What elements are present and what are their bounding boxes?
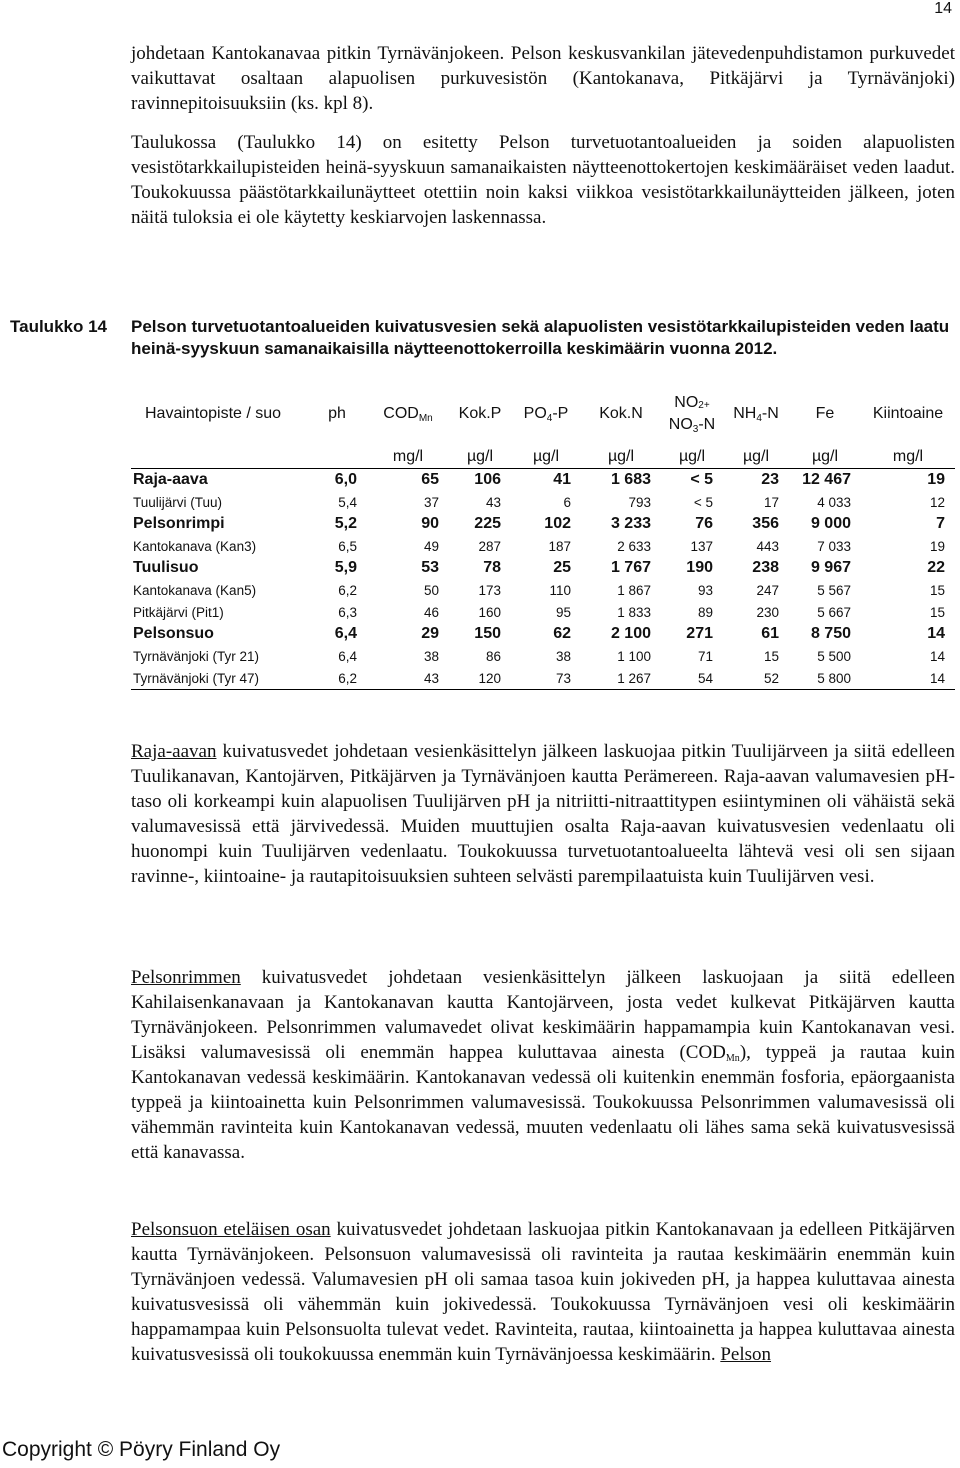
value-cell: 5 667 xyxy=(817,604,851,620)
value-cell: 43 xyxy=(367,667,449,690)
value-cell: 78 xyxy=(483,559,501,576)
value-cell: 230 xyxy=(756,604,779,620)
value-cell: 225 xyxy=(474,515,501,532)
value-cell: 90 xyxy=(421,515,439,532)
value-cell: 54 xyxy=(661,667,723,690)
value-cell: 73 xyxy=(511,667,581,690)
value-cell: 5,9 xyxy=(334,559,357,576)
value-cell: 12 xyxy=(929,494,945,510)
value-cell: 65 xyxy=(421,471,439,488)
value-cell: 102 xyxy=(544,515,571,532)
value-cell: 4 033 xyxy=(817,494,851,510)
value-cell: 95 xyxy=(555,604,571,620)
value-cell: 1 100 xyxy=(617,648,651,664)
table-row xyxy=(131,623,955,645)
value-cell: 160 xyxy=(478,604,501,620)
value-cell: 41 xyxy=(553,471,571,488)
page-number: 14 xyxy=(934,0,952,17)
table-caption-text: Pelson turvetuotantoalueiden kuivatusvesien sekä alapuolisten vesistötarkkailupisteiden veden laatu heinä-syyskuun samanaikaisilla näytteenottokerroilla keskimäärin vuonna 2012. xyxy=(131,317,950,358)
unit-cell: µg/l xyxy=(723,436,789,469)
table-row xyxy=(131,513,955,535)
value-cell: 6,0 xyxy=(334,471,357,488)
value-cell: 247 xyxy=(756,582,779,598)
value-cell: 287 xyxy=(478,538,501,554)
term-pelsonrimpi: Pelsonrimmen xyxy=(131,967,241,988)
unit-cell: µg/l xyxy=(789,436,861,469)
paragraph-intro: johdetaan Kantokanavaa pitkin Tyrnävänjokeen. Pelson keskusvankilan jätevedenpuhdistamon purkuvedet vaikuttavat osaltaan alapuolisen purkuvesistön (Kantokanava, Pitkäjärvi ja Tyrnävänjoki) ravinnepitoisuuksiin (ks. kpl 8). xyxy=(131,43,955,114)
table-caption-label: Taulukko 14 xyxy=(10,317,107,336)
value-cell: 93 xyxy=(697,582,713,598)
value-cell: 50 xyxy=(423,582,439,598)
value-cell: 6,2 xyxy=(338,582,357,598)
value-cell: 14 xyxy=(929,648,945,664)
value-cell: 173 xyxy=(478,582,501,598)
value-cell: 1 867 xyxy=(617,582,651,598)
value-cell: 61 xyxy=(761,625,779,642)
value-cell: 89 xyxy=(697,604,713,620)
paragraph-raja-aava: Raja-aavan kuivatusvedet johdetaan vesienkäsittelyn jälkeen laskuojaa pitkin Tuulijärveen ja siitä edelleen Tuulikanavan, Kantojärven, Pitkäjärven ja Tyrnävänjoen kautta Perämereen. Raja-aavan valumavesien pH-taso oli korkeampi kuin alapuolisen Tuulijärven pH ja nitriitti-nitraattitypen esiintyminen oli vähäistä sekä valumavesissä että järvivedessä. Muiden muuttujien osalta Raja-aavan kuivatusvesien vedenlaatu oli huonompi kuin Tuulijärven vedenlaatu. Toukokuussa turvetuotantoalueelta lähtevä vesi oli sen sijaan ravinne-, kiintoaine- ja rautapitoisuuksien suhteen selvästi parempilaatuista kuin Tuulijärven vesi. xyxy=(131,741,955,887)
value-cell: 5,4 xyxy=(338,494,357,510)
header-nh4: $NH_4-N$ xyxy=(733,405,779,424)
value-cell: 3 233 xyxy=(610,515,651,532)
value-cell: 6,4 xyxy=(338,648,357,664)
value-cell: 22 xyxy=(927,559,945,576)
value-cell: 6 xyxy=(563,494,571,510)
table-header-row xyxy=(131,392,955,436)
value-cell: 15 xyxy=(929,582,945,598)
value-cell: 1 833 xyxy=(617,604,651,620)
value-cell: 7 033 xyxy=(817,538,851,554)
station-name-cell: Tyrnävänjoki (Tyr 47) xyxy=(131,667,307,690)
unit-cell: µg/l xyxy=(511,436,581,469)
value-cell: 7 xyxy=(936,515,945,532)
header-cod: $COD_{Mn}$ xyxy=(383,405,433,424)
value-cell: 9 000 xyxy=(810,515,851,532)
value-cell: 1 683 xyxy=(610,471,651,488)
value-cell: 43 xyxy=(485,494,501,510)
value-cell: 71 xyxy=(697,648,713,664)
value-cell: 120 xyxy=(449,667,511,690)
station-name-cell: Tuulisuo xyxy=(133,559,199,576)
unit-cell xyxy=(131,436,307,469)
table-row xyxy=(131,579,955,601)
value-cell: 2 100 xyxy=(610,625,651,642)
value-cell: 1 267 xyxy=(581,667,661,690)
header-station: Havaintopiste / suo xyxy=(145,405,282,422)
unit-cell xyxy=(307,436,367,469)
unit-cell: µg/l xyxy=(449,436,511,469)
header-po4: $PO_4-P$ xyxy=(523,405,569,424)
paragraph-table-intro: Taulukossa (Taulukko 14) on esitetty Pelson turvetuotantoalueiden ja soiden alapuolisten vesistötarkkailupisteiden heinä-syyskuun samanaikaisten näytteenottokertojen keskimääräiset veden laadut. Toukokuussa päästötarkkailunäytteet otettiin noin kaksi viikkoa vesistötarkkailunäytteiden jälkeen, joten näitä tuloksia ei ole käytetty keskiarvojen laskennassa. xyxy=(131,132,955,228)
unit-cell: µg/l xyxy=(661,436,723,469)
value-cell: 76 xyxy=(695,515,713,532)
station-name-cell: Raja-aava xyxy=(133,471,208,488)
value-cell: 271 xyxy=(686,625,713,642)
value-cell: 23 xyxy=(761,471,779,488)
value-cell: 137 xyxy=(690,538,713,554)
value-cell: 14 xyxy=(861,667,955,690)
value-cell: 6,2 xyxy=(307,667,367,690)
unit-cell: mg/l xyxy=(861,436,955,469)
value-cell: 38 xyxy=(555,648,571,664)
value-cell: 2 633 xyxy=(617,538,651,554)
header-kok-p: Kok.P xyxy=(458,405,502,422)
value-cell: 12 467 xyxy=(802,471,851,488)
value-cell: 53 xyxy=(421,559,439,576)
header-solids: Kiintoaine xyxy=(872,405,944,422)
table-units-row xyxy=(131,436,955,469)
value-cell: 37 xyxy=(423,494,439,510)
station-name-cell: Kantokanava (Kan5) xyxy=(133,582,257,598)
header-no2-no3: $NO_{2+}$ $NO_3-N$ xyxy=(668,394,716,435)
value-cell: 19 xyxy=(929,538,945,554)
value-cell: 238 xyxy=(752,559,779,576)
copyright-footer: Copyright © Pöyry Finland Oy xyxy=(2,1438,281,1461)
value-cell: 5,2 xyxy=(334,515,357,532)
header-fe: Fe xyxy=(815,405,835,422)
unit-cell: mg/l xyxy=(367,436,449,469)
value-cell: 17 xyxy=(763,494,779,510)
value-cell: 5 567 xyxy=(817,582,851,598)
value-cell: 5 500 xyxy=(817,648,851,664)
value-cell: 6,5 xyxy=(338,538,357,554)
value-cell: 25 xyxy=(553,559,571,576)
value-cell: 187 xyxy=(548,538,571,554)
unit-cell: µg/l xyxy=(581,436,661,469)
station-name-cell: Kantokanava (Kan3) xyxy=(133,538,257,554)
value-cell: 9 967 xyxy=(810,559,851,576)
term-pelson: Pelson xyxy=(720,1344,772,1365)
term-raja-aava: Raja-aavan xyxy=(131,741,217,762)
value-cell: 106 xyxy=(474,471,501,488)
value-cell: 356 xyxy=(752,515,779,532)
paragraph-pelsonsuo: Pelsonsuon eteläisen osan kuivatusvedet johdetaan laskuojaa pitkin Kantokanavaan ja edelleen Pitkäjärven kautta Tyrnävänjokeen. Pelsonsuon valumavesissä oli ravinteita ja rautaa keskimäärin enemmän kuin Tyrnävänjoen vedessä. Valumavesien pH oli samaa tasoa kuin jokiveden pH, ja happea kuluttavaa ainesta kuivatusvesissä oli vähemmän kuin jokivedessä. Toukokuussa Tyrnävänjoen vesi oli keskimäärin happamampaa kuin Pelsonsuolta tulevat vedet. Ravinteita, rautaa, kiintoainetta ja happea kuluttavaa ainesta kuivatusvesissä oli toukokuussa enemmän kuin Tyrnävänjoessa keskimäärin. Pelson xyxy=(131,1219,956,1365)
value-cell: < 5 xyxy=(693,494,713,510)
value-cell: 46 xyxy=(423,604,439,620)
header-ph: ph xyxy=(328,405,346,422)
value-cell: 29 xyxy=(421,625,439,642)
paragraph-pelsonrimpi: Pelsonrimmen kuivatusvedet johdetaan vesienkäsittelyn jälkeen laskuojaan ja siitä edelleen Kahilaisenkanavaan ja Kantokanavan kautta Kantojärveen, josta vedet kulkevat Pitkäjärven kautta Tyrnävänjokeen. Pelsonrimmen valumavedet olivat keskimäärin happamampia kuin Kantokanavan vesi. Lisäksi valumavesissä oli enemmän happea kuluttavaa ainesta $(COD_{Mn})$, typpeä ja rautaa kuin Kantokanavan vedessä keskimäärin. Kantokanavan vedessä oli kuitenkin enemmän fosforia, epäorgaanista typpeä ja kiintoainetta kuin Pelsonrimmen valumavesissä. Toukokuussa Pelsonrimmen valumavesissä oli vähemmän ravinteita kuin Kantokanavan vedessä, muuten vedenlaatu oli lähes sama sekä kuivatusvesissä että kanavassa. xyxy=(131,967,955,1163)
station-name-cell: Tuulijärvi (Tuu) xyxy=(133,494,223,510)
station-name-cell: Tyrnävänjoki (Tyr 21) xyxy=(133,648,260,664)
value-cell: 19 xyxy=(927,471,945,488)
value-cell: 49 xyxy=(423,538,439,554)
value-cell: 15 xyxy=(929,604,945,620)
value-cell: 8 750 xyxy=(810,625,851,642)
water-quality-table xyxy=(131,392,955,690)
header-kok-n: Kok.N xyxy=(599,405,643,422)
table-row xyxy=(131,535,955,557)
value-cell: 14 xyxy=(927,625,945,642)
value-cell: 52 xyxy=(723,667,789,690)
table-row xyxy=(131,601,955,623)
value-cell: < 5 xyxy=(690,471,713,488)
value-cell: 6,4 xyxy=(334,625,357,642)
value-cell: 5 800 xyxy=(789,667,861,690)
value-cell: 1 767 xyxy=(610,559,651,576)
value-cell: 6,3 xyxy=(338,604,357,620)
value-cell: 793 xyxy=(628,494,651,510)
station-name-cell: Pelsonsuo xyxy=(133,625,214,642)
value-cell: 110 xyxy=(549,582,571,598)
station-name-cell: Pelsonrimpi xyxy=(133,515,225,532)
table-row xyxy=(131,645,955,667)
term-pelsonsuo: Pelsonsuon eteläisen osan xyxy=(131,1219,331,1240)
value-cell: 86 xyxy=(485,648,501,664)
station-name-cell: Pitkäjärvi (Pit1) xyxy=(133,604,224,620)
value-cell: 62 xyxy=(553,625,571,642)
value-cell: 443 xyxy=(756,538,779,554)
value-cell: 15 xyxy=(763,648,779,664)
value-cell: 38 xyxy=(423,648,439,664)
value-cell: 190 xyxy=(686,559,713,576)
table-row xyxy=(131,469,955,492)
table-row xyxy=(131,557,955,579)
table-row xyxy=(131,491,955,513)
table-row xyxy=(131,667,955,690)
value-cell: 150 xyxy=(474,625,501,642)
